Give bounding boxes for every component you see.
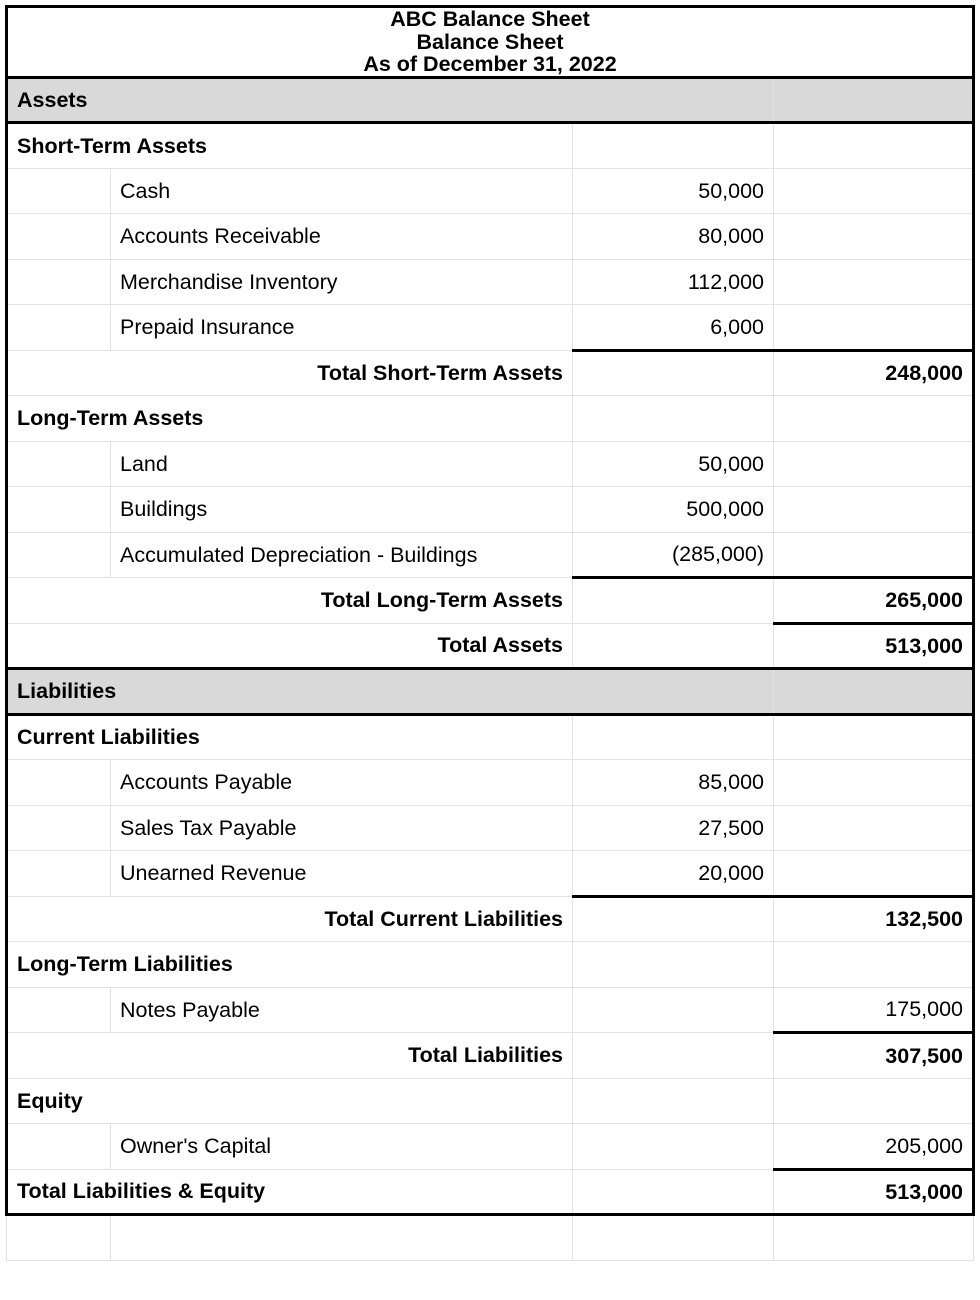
total-amount-current-liabilities: 132,500 (774, 896, 974, 942)
group-heading-long-term-liabilities-subtotal-cell (774, 942, 974, 988)
total-label-long-term-assets: Total Long-Term Assets (7, 578, 573, 624)
title-line-as-of: As of December 31, 2022 (363, 52, 617, 77)
group-heading-row-short-term-assets (7, 123, 974, 169)
line-item-row-accounts-payable (7, 760, 974, 806)
total-detail-cell-short-term-assets (573, 350, 774, 396)
indent-cell (7, 259, 111, 305)
total-detail-cell-assets (573, 623, 774, 669)
trailing-cell-d (774, 1215, 974, 1261)
section-band-assets (7, 77, 974, 123)
line-item-amount-cash: 50,000 (573, 168, 774, 214)
line-item-subtotal-merchandise-inventory (774, 259, 974, 305)
line-item-row-notes-payable (7, 987, 974, 1033)
trailing-cell-c (573, 1215, 774, 1261)
line-item-detail-cell-owners-capital (573, 1124, 774, 1170)
group-heading-short-term-assets: Short-Term Assets (7, 123, 573, 169)
line-item-label-buildings: Buildings (111, 487, 573, 533)
group-heading-equity-subtotal-cell (774, 1078, 974, 1124)
line-item-amount-owners-capital: 205,000 (774, 1124, 974, 1170)
line-item-subtotal-prepaid-insurance (774, 305, 974, 351)
group-heading-current-liabilities-subtotal-cell (774, 714, 974, 760)
total-row-short-term-assets (7, 350, 974, 396)
section-band-liabilities (7, 669, 974, 715)
total-label-short-term-assets: Total Short-Term Assets (7, 350, 573, 396)
indent-cell (7, 987, 111, 1033)
indent-cell (7, 760, 111, 806)
line-item-subtotal-accumulated-depreciation-buildings (774, 532, 974, 578)
line-item-subtotal-unearned-revenue (774, 851, 974, 897)
grand-total-detail-cell (573, 1169, 774, 1215)
total-amount-short-term-assets: 248,000 (774, 350, 974, 396)
group-heading-long-term-liabilities: Long-Term Liabilities (7, 942, 573, 988)
line-item-amount-merchandise-inventory: 112,000 (573, 259, 774, 305)
line-item-row-cash (7, 168, 974, 214)
line-item-label-accumulated-depreciation-buildings: Accumulated Depreciation - Buildings (111, 532, 573, 578)
indent-cell (7, 168, 111, 214)
line-item-label-cash: Cash (111, 168, 573, 214)
total-label-current-liabilities: Total Current Liabilities (7, 896, 573, 942)
indent-cell (7, 851, 111, 897)
group-heading-equity-detail-cell (573, 1078, 774, 1124)
line-item-label-owners-capital: Owner's Capital (111, 1124, 573, 1170)
title-line-company: ABC Balance Sheet (390, 7, 590, 31)
line-item-subtotal-land (774, 441, 974, 487)
grand-total-label: Total Liabilities & Equity (7, 1169, 573, 1215)
report-title (7, 7, 974, 78)
total-amount-liabilities: 307,500 (774, 1033, 974, 1079)
title-line-statement: Balance Sheet (416, 29, 564, 54)
line-item-label-notes-payable: Notes Payable (111, 987, 573, 1033)
indent-cell (7, 532, 111, 578)
line-item-row-owners-capital (7, 1124, 974, 1170)
group-heading-short-term-assets-subtotal-cell (774, 123, 974, 169)
indent-cell (7, 441, 111, 487)
section-label-liabilities: Liabilities (7, 669, 774, 715)
indent-cell (7, 1124, 111, 1170)
line-item-amount-accounts-receivable: 80,000 (573, 214, 774, 260)
total-label-liabilities: Total Liabilities (7, 1033, 573, 1079)
group-heading-long-term-assets-detail-cell (573, 396, 774, 442)
line-item-amount-accounts-payable: 85,000 (573, 760, 774, 806)
balance-sheet-table (5, 5, 975, 1261)
indent-cell (7, 487, 111, 533)
line-item-amount-prepaid-insurance: 6,000 (573, 305, 774, 351)
total-amount-long-term-assets: 265,000 (774, 578, 974, 624)
indent-cell (7, 305, 111, 351)
line-item-detail-cell-notes-payable (573, 987, 774, 1033)
group-heading-short-term-assets-detail-cell (573, 123, 774, 169)
line-item-row-accounts-receivable (7, 214, 974, 260)
group-heading-equity: Equity (7, 1078, 573, 1124)
grand-total-row (7, 1169, 974, 1215)
line-item-row-prepaid-insurance (7, 305, 974, 351)
group-heading-row-equity (7, 1078, 974, 1124)
title-row (7, 7, 974, 78)
total-row-current-liabilities (7, 896, 974, 942)
trailing-cell-a (7, 1215, 111, 1261)
line-item-label-unearned-revenue: Unearned Revenue (111, 851, 573, 897)
line-item-label-accounts-receivable: Accounts Receivable (111, 214, 573, 260)
total-detail-cell-long-term-assets (573, 578, 774, 624)
group-heading-row-long-term-assets (7, 396, 974, 442)
line-item-row-buildings (7, 487, 974, 533)
group-heading-long-term-assets-subtotal-cell (774, 396, 974, 442)
line-item-subtotal-buildings (774, 487, 974, 533)
total-amount-assets: 513,000 (774, 623, 974, 669)
line-item-amount-accumulated-depreciation-buildings: (285,000) (573, 532, 774, 578)
trailing-cell-b (111, 1215, 573, 1261)
line-item-label-merchandise-inventory: Merchandise Inventory (111, 259, 573, 305)
line-item-label-accounts-payable: Accounts Payable (111, 760, 573, 806)
total-row-assets (7, 623, 974, 669)
group-heading-row-current-liabilities (7, 714, 974, 760)
indent-cell (7, 805, 111, 851)
line-item-row-accumulated-depreciation-buildings (7, 532, 974, 578)
line-item-amount-sales-tax-payable: 27,500 (573, 805, 774, 851)
group-heading-long-term-assets: Long-Term Assets (7, 396, 573, 442)
line-item-label-sales-tax-payable: Sales Tax Payable (111, 805, 573, 851)
total-row-long-term-assets (7, 578, 974, 624)
trailing-empty-row (7, 1215, 974, 1261)
line-item-amount-unearned-revenue: 20,000 (573, 851, 774, 897)
line-item-amount-land: 50,000 (573, 441, 774, 487)
group-heading-row-long-term-liabilities (7, 942, 974, 988)
line-item-row-sales-tax-payable (7, 805, 974, 851)
section-label-assets: Assets (7, 77, 774, 123)
total-detail-cell-current-liabilities (573, 896, 774, 942)
line-item-row-unearned-revenue (7, 851, 974, 897)
group-heading-current-liabilities: Current Liabilities (7, 714, 573, 760)
indent-cell (7, 214, 111, 260)
total-row-liabilities (7, 1033, 974, 1079)
section-band-assets-filler (774, 77, 974, 123)
group-heading-current-liabilities-detail-cell (573, 714, 774, 760)
line-item-subtotal-sales-tax-payable (774, 805, 974, 851)
grand-total-amount: 513,000 (774, 1169, 974, 1215)
line-item-amount-notes-payable: 175,000 (774, 987, 974, 1033)
line-item-subtotal-accounts-receivable (774, 214, 974, 260)
total-detail-cell-liabilities (573, 1033, 774, 1079)
group-heading-long-term-liabilities-detail-cell (573, 942, 774, 988)
line-item-subtotal-cash (774, 168, 974, 214)
section-band-liabilities-filler (774, 669, 974, 715)
total-label-assets: Total Assets (7, 623, 573, 669)
line-item-row-merchandise-inventory (7, 259, 974, 305)
line-item-row-land (7, 441, 974, 487)
line-item-subtotal-accounts-payable (774, 760, 974, 806)
line-item-label-land: Land (111, 441, 573, 487)
line-item-label-prepaid-insurance: Prepaid Insurance (111, 305, 573, 351)
line-item-amount-buildings: 500,000 (573, 487, 774, 533)
